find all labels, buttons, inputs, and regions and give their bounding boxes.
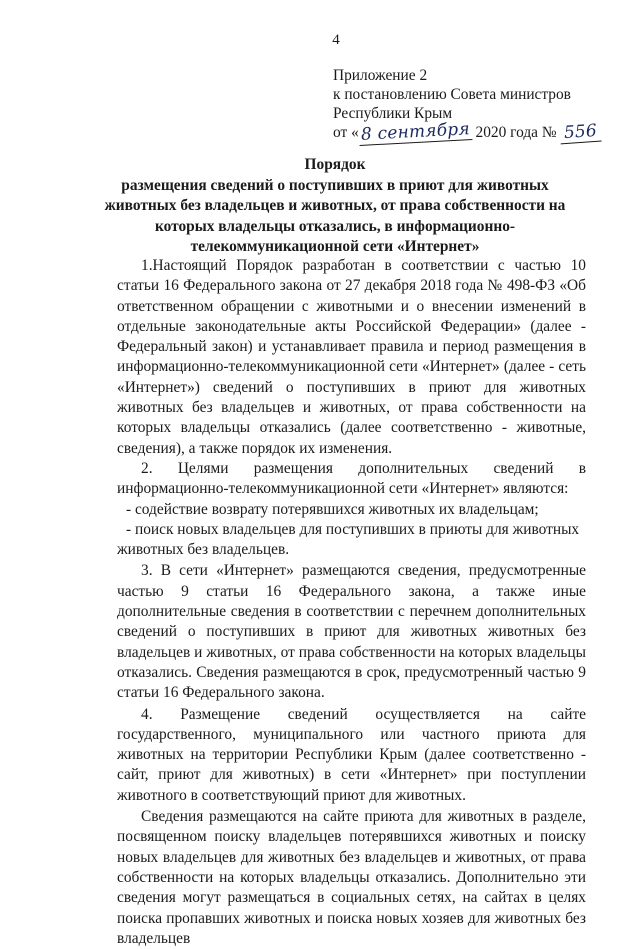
paragraph-2: 2. Целями размещения дополнительных сведений в информационно-телекоммуникационной сети «Интернет» являются: bbox=[117, 459, 586, 498]
handwritten-date: 8 сентября bbox=[358, 120, 472, 146]
title-line-1: Порядок bbox=[304, 156, 366, 173]
appendix-header bbox=[333, 66, 633, 143]
title-line-2: размещения сведений о поступивших в приют для животных bbox=[121, 176, 549, 194]
handwritten-number: 556 bbox=[560, 122, 602, 145]
title-line-4: которых владельцы отказались, в информационно- bbox=[154, 217, 516, 235]
appendix-line-3: Республики Крым bbox=[333, 105, 453, 122]
appendix-line-1: Приложение 2 bbox=[333, 67, 428, 84]
paragraph-2-item-1: - содействие возврату потерявшихся животных их владельцам; bbox=[126, 500, 539, 518]
paragraph-1: 1.Настоящий Порядок разработан в соответствии с частью 10 статьи 16 Федерального закона от 27 декабря 2018 года № 498-ФЗ «Об ответственном обращении с животными и о внесении изменений в отдельные законодательные акты Российской Федерации» (далее - Федеральный закон) и устанавливает правила и период размещения в информационно-телекоммуникационной сети «Интернет» (далее - сеть «Интернет») сведений о поступивших в приют для животных животных без владельцев и животных, от права собственности на которых владельцы отказались (далее соответственно - животные, сведения), а также порядок их изменения. bbox=[117, 257, 586, 457]
title-line-3: животных без владельцев и животных, от права собственности на bbox=[104, 197, 566, 214]
appendix-line-2: к постановлению Совета министров bbox=[333, 86, 571, 103]
document-title bbox=[100, 155, 570, 258]
paragraph-5: Сведения размещаются на сайте приюта для животных в разделе, посвященном поиску владельцев потерявшихся животных и поиску новых владельцев для животных без владельцев и животных, от права собственности на которых владельцы отказались. Дополнительно эти сведения могут размещаться в социальных сетях, на сайтах в целях поиска пропавших животных и поиска новых хозяев для животных без владельцев bbox=[117, 808, 586, 947]
appendix-date-line bbox=[333, 119, 633, 145]
page-number: 4 bbox=[332, 32, 340, 48]
year-text: 2020 года № bbox=[475, 124, 557, 141]
paragraph-3: 3. В сети «Интернет» размещаются сведения, предусмотренные частью 9 статьи 16 Федерального закона, а также иные дополнительные сведения в соответствии с перечнем дополнительных сведений о поступивших в приют для животных животных без владельцев и животных, от права собственности на которых владельцы отказались. Сведения размещаются в срок, предусмотренный частью 9 статьи 16 Федерального закона. bbox=[117, 562, 586, 702]
date-prefix: от « bbox=[333, 124, 359, 141]
paragraph-4: 4. Размещение сведений осуществляется на сайте государственного, муниципального или частного приюта для животных на территории Республики Крым (далее соответственно - сайт, приют для животных) в сети «Интернет» при поступлении животного в соответствующий приют для животных. bbox=[117, 705, 586, 804]
title-line-5: телекоммуникационной сети «Интернет» bbox=[190, 238, 480, 255]
document-body bbox=[117, 256, 586, 949]
paragraph-2-item-2: - поиск новых владельцев для поступивших в приюты для животных животных без владельцев. bbox=[117, 520, 580, 559]
